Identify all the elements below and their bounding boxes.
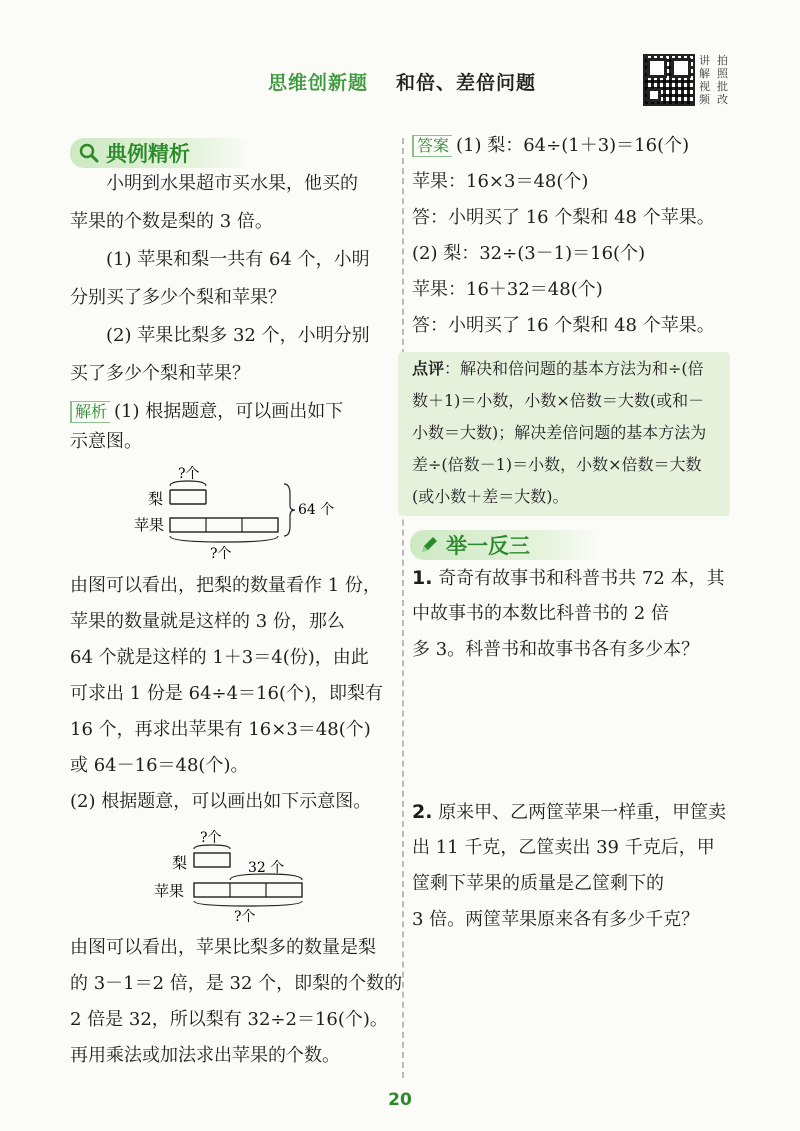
question-1-line: 多 3。科普书和故事书各有多少本？	[412, 639, 700, 660]
diagram-label: ?个	[200, 830, 222, 846]
question-1-line: 中故事书的本数比科普书的 2 倍	[412, 603, 669, 624]
diagram-label: ?个	[234, 909, 256, 925]
diagram-label: 梨	[172, 854, 188, 872]
question-2-line: 2. 原来甲、乙两筐苹果一样重，甲筐卖	[412, 801, 727, 823]
pencil-icon	[418, 534, 440, 556]
page-number: 20	[388, 1090, 412, 1110]
explain-line: 或 64－16＝48(个)。	[70, 755, 249, 776]
diagram-label: 梨	[148, 490, 164, 508]
problem-line: 苹果的个数是梨的 3 倍。	[70, 211, 273, 232]
topic-title: 和倍、差倍问题	[396, 72, 537, 94]
analysis-tag: 解析	[70, 401, 110, 423]
analysis-line: (2) 根据题意，可以画出如下示意图。	[70, 791, 372, 812]
question-number: 1.	[412, 567, 433, 589]
explain-line: 16 个，再求出苹果有 16×3＝48(个)	[70, 719, 371, 740]
comment-box	[398, 352, 730, 516]
question-1-line: 1. 奇奇有故事书和科普书共 72 本，其	[412, 567, 725, 589]
problem-line: (1) 苹果和梨一共有 64 个，小明	[106, 249, 370, 270]
comment-line: 小数＝大数)；解决差倍问题的基本方法为	[412, 423, 707, 442]
comment-label: 点评	[412, 359, 445, 378]
section-title-example: 典例精析	[70, 138, 250, 168]
answer-line: 答：小明买了 16 个梨和 48 个苹果。	[412, 315, 715, 336]
column-divider	[402, 138, 404, 1078]
answer-line: (2) 梨：32÷(3－1)＝16(个)	[412, 243, 646, 264]
comment-line: 差÷(倍数－1)＝小数，小数×倍数＝大数	[412, 455, 702, 474]
explain-line: 苹果的数量就是这样的 3 份，那么	[70, 611, 345, 632]
qr-caption: 讲 拍 解 照 视 批 频 改	[699, 54, 728, 106]
question-2-line: 出 11 千克，乙筐卖出 39 千克后，甲	[412, 837, 715, 858]
answer-line: 苹果：16＋32＝48(个)	[412, 279, 603, 300]
answer-line: 苹果：16×3＝48(个)	[412, 171, 589, 192]
section-title-practice: 举一反三	[410, 530, 600, 560]
question-number: 2.	[412, 801, 433, 823]
comment-line: 点评：解决和倍问题的基本方法为和÷(倍	[412, 359, 704, 378]
explain-line: 64 个就是这样的 1＋3＝4(份)，由此	[70, 647, 369, 668]
explain-line: 由图可以看出，把梨的数量看作 1 份，	[70, 575, 381, 596]
answer-line: 答案 (1) 梨：64÷(1＋3)＝16(个)	[412, 134, 689, 158]
analysis-line: 示意图。	[70, 431, 142, 452]
explain-line: 的 3－1＝2 倍，是 32 个，即梨的个数的	[70, 973, 403, 994]
answer-line: 答：小明买了 16 个梨和 48 个苹果。	[412, 207, 715, 228]
diagram-label: ?个	[178, 466, 200, 482]
explain-line: 2 倍是 32，所以梨有 32÷2＝16(个)。	[70, 1009, 388, 1030]
answer-tag: 答案	[412, 135, 452, 157]
question-2-line: 3 倍。两筐苹果原来各有多少千克？	[412, 909, 700, 930]
diagram-label: 苹果	[154, 882, 185, 900]
problem-line: 分别买了多少个梨和苹果？	[70, 287, 286, 308]
line-diagram-difference	[150, 826, 350, 925]
series-title: 思维创新题	[268, 72, 369, 94]
explain-line: 由图可以看出，苹果比梨多的数量是梨	[70, 937, 376, 958]
diagram-label: ?个	[210, 546, 232, 562]
diagram-label: 苹果	[134, 516, 165, 534]
line-diagram-sum	[134, 460, 360, 562]
comment-line: 数＋1)＝小数，小数×倍数＝大数(或和－	[412, 391, 705, 410]
explain-line: 可求出 1 份是 64÷4＝16(个)，即梨有	[70, 683, 384, 704]
comment-line: (或小数＋差＝大数)。	[412, 487, 569, 506]
diagram-label: 32 个	[248, 860, 285, 876]
problem-line: 买了多少个梨和苹果？	[70, 363, 250, 384]
question-2-line: 筐剩下苹果的质量是乙筐剩下的	[412, 873, 664, 894]
problem-line: (2) 苹果比梨多 32 个，小明分别	[106, 325, 370, 346]
diagram-label: 64 个	[298, 502, 335, 518]
qr-code-icon[interactable]	[643, 54, 695, 106]
magnifier-icon	[78, 142, 100, 164]
explain-line: 再用乘法或加法求出苹果的个数。	[70, 1045, 340, 1066]
problem-line: 小明到水果超市买水果，他买的	[106, 173, 358, 194]
analysis-line: 解析 (1) 根据题意，可以画出如下	[70, 400, 343, 424]
